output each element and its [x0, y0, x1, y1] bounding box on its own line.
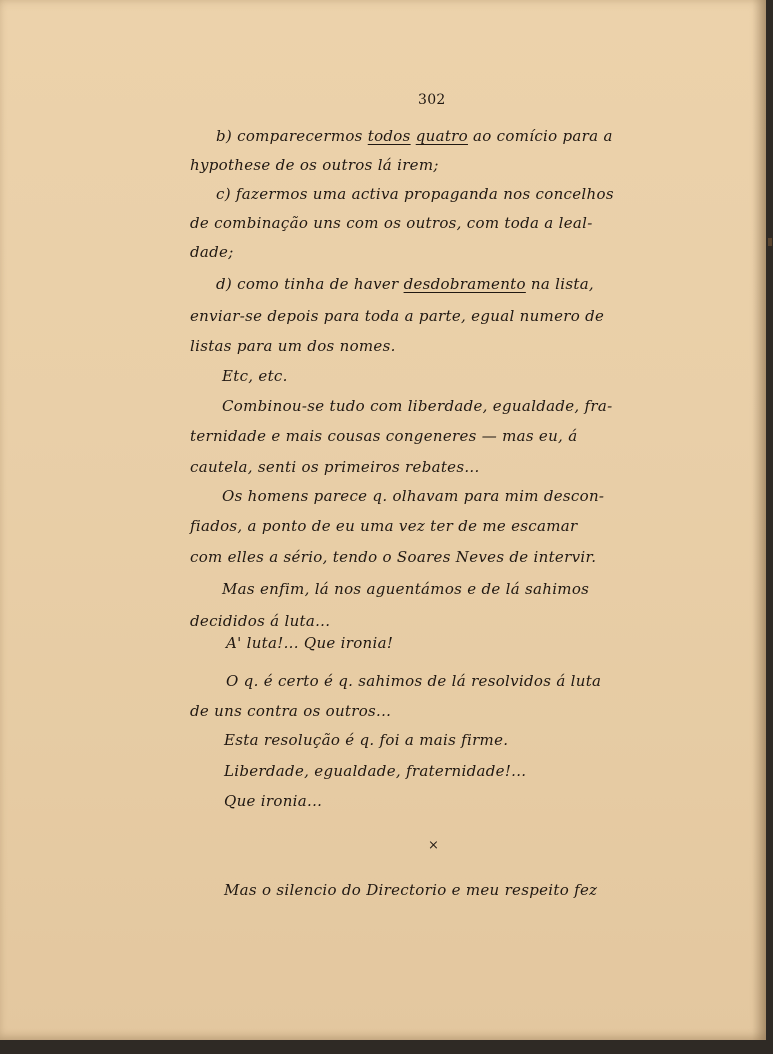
line-text: ao comício para a	[467, 127, 613, 145]
line-text: Esta resolução é q. foi a mais firme.	[224, 731, 509, 749]
manuscript-line	[222, 580, 589, 598]
manuscript-line	[190, 337, 396, 355]
manuscript-line	[216, 275, 594, 293]
manuscript-line	[222, 487, 604, 505]
manuscript-line	[190, 307, 604, 325]
manuscript-line	[224, 792, 322, 810]
manuscript-line	[216, 185, 614, 203]
line-text: dade;	[190, 243, 234, 261]
line-text: O q. é certo é q. sahimos de lá resolvidos á luta	[226, 672, 602, 690]
underlined-word: todos	[367, 127, 411, 145]
manuscript-line	[226, 634, 393, 652]
line-text: com elles a sério, tendo o Soares Neves de intervir.	[190, 548, 597, 566]
line-text: Mas o silencio do Directorio e meu respeito fez	[224, 881, 598, 899]
line-text: b) comparecermos	[216, 127, 368, 145]
manuscript-line	[190, 243, 234, 261]
line-text: c) fazermos uma activa propaganda nos concelhos	[216, 185, 614, 203]
line-text: cautela, senti os primeiros rebates...	[190, 458, 480, 476]
line-text: de uns contra os outros...	[190, 702, 392, 720]
line-text: na lista,	[525, 275, 594, 293]
manuscript-line	[222, 367, 288, 385]
line-text: A' luta!... Que ironia!	[226, 634, 394, 652]
manuscript-line	[190, 702, 391, 720]
line-text: Mas enfim, lá nos aguentámos e de lá sahimos	[222, 580, 590, 598]
manuscript-line	[224, 881, 597, 899]
manuscript-line	[222, 397, 612, 415]
line-text: Etc, etc.	[222, 367, 288, 385]
manuscript-line	[190, 214, 593, 232]
manuscript-line	[224, 731, 508, 749]
line-text: d) como tinha de haver	[216, 275, 404, 293]
page-number: 302	[418, 92, 446, 108]
line-text: de combinação uns com os outros, com toda a leal-	[190, 214, 593, 232]
line-text: decididos á luta...	[190, 612, 331, 630]
line-text: enviar-se depois para toda a parte, egual numero de	[190, 307, 605, 325]
manuscript-line	[190, 427, 577, 445]
manuscript-line	[190, 517, 577, 535]
manuscript-line	[190, 548, 596, 566]
manuscript-line	[190, 156, 439, 174]
line-text: ternidade e mais cousas congeneres — mas eu, á	[190, 427, 578, 445]
line-text: Que ironia...	[224, 792, 323, 810]
manuscript-line	[224, 762, 526, 780]
line-text: hypothese de os outros lá irem;	[190, 156, 439, 174]
underlined-word: desdobramento	[403, 275, 526, 293]
line-text: Os homens parece q. olhavam para mim descon-	[222, 487, 605, 505]
section-separator: ×	[428, 838, 440, 853]
manuscript-line	[190, 612, 330, 630]
manuscript-line	[216, 127, 613, 145]
manuscript-line	[190, 458, 480, 476]
page-edge-mark	[768, 238, 772, 246]
underlined-word: quatro	[415, 127, 468, 145]
line-text: Combinou-se tudo com liberdade, egualdade, fra-	[222, 397, 613, 415]
manuscript-line	[226, 672, 601, 690]
line-text: Liberdade, egualdade, fraternidade!...	[224, 762, 527, 780]
line-text: fiados, a ponto de eu uma vez ter de me escamar	[190, 517, 578, 535]
line-text: listas para um dos nomes.	[190, 337, 396, 355]
